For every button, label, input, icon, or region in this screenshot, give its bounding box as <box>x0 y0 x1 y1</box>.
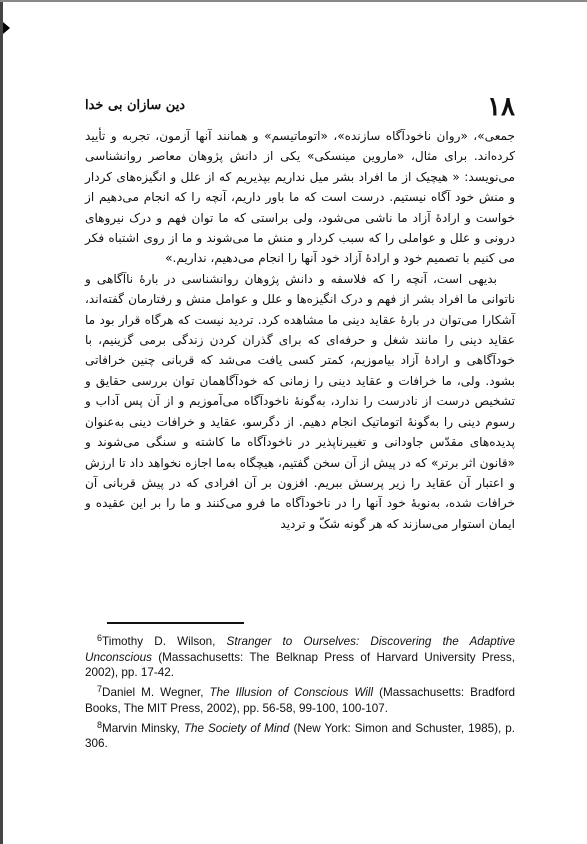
footnotes <box>85 631 515 753</box>
footnote-number: 6 <box>97 633 103 643</box>
footnote-author: Marvin Minsky, <box>102 721 184 735</box>
page-top-edge <box>0 0 587 2</box>
paragraph-2: بدیهی است، آنچه را که فلاسفه و دانش پژوهان روانشناسی در بارهٔ ناآگاهی و ناتوانی ما افراد بشر از فهم و درک انگیزه‌ها و علل و عوامل منش و رفتارمان گفته‌اند، آشکارا می‌توان در بارهٔ عقاید دینی ما مشاهده کرد. تردید نیست که هرگاه قرار بود ما عقاید دینی را مانند شغل و حرفه‌ای که برای گذران کردن زندگی برمی گزینیم، با خودآگاهی و ارادهٔ آزاد بیاموزیم، کمتر کسی یافت می‌شد که قربانی چنین خرافاتی بشود. ولی، ما خرافات و عقاید دینی را زمانی که خودآگاهمان توان بررسی حقایق و تشخیص درست از نادرست را ندارد، به‌گونهٔ ناخودآگاه می‌آموزیم و از آن پس آداب و رسوم دینی را به‌گونهٔ اتوماتیک انجام دهیم. از دگرسو، عقاید و خرافات دینی به‌عنوان پدیده‌های مقدّس جاودانی و تغییرناپذیر در ناخودآگاه ما کاشته و سنگی می‌شوند و «قانون اثر برتر» که در پیش از آن سخن گفتیم، هیچگاه به‌ما اجازه نخواهد داد تا ارزش و اعتبار آن عقاید را زیر پرسش ببریم. افزون بر آن افرادی که در پیش قربانی آن خرافات شده، به‌نوبهٔ خود آنها را در ناخودآگاه ما فرو می‌کنند و ما را بر این عقیده و ایمان استوار می‌سازند که هر گونه شکّ و تردید <box>85 271 515 531</box>
footnote-details: (New York: Simon and Schuster, 1985), p. 306. <box>85 721 516 751</box>
page-left-edge <box>0 0 3 844</box>
running-title: دین سازان بی خدا <box>85 98 186 113</box>
footnote-details: (Massachusetts: The Belknap Press of Harvard University Press, 2002), pp. 17-42. <box>85 650 515 680</box>
footnote-divider <box>107 622 244 624</box>
page-number: ۱۸ <box>487 92 515 122</box>
footnote-number: 8 <box>97 719 103 730</box>
footnote-6 <box>85 631 515 681</box>
footnote-title: The Illusion of Conscious Will <box>209 686 374 700</box>
footnote-author: Daniel M. Wegner, <box>102 686 210 700</box>
footnote-title: Stranger to Ourselves: Discovering the Adaptive Unconscious <box>85 635 515 664</box>
corner-marker-icon <box>3 22 10 34</box>
body-text <box>85 126 515 534</box>
footnote-number: 7 <box>97 684 103 695</box>
footnote-8 <box>85 718 515 752</box>
page-header <box>85 92 515 126</box>
footnote-title: The Society of Mind <box>183 721 290 735</box>
paragraph-1: جمعی»، «روان ناخودآگاه سازنده»، «اتوماتیسم» و همانند آنها آزمون، تجربه و تأیید کرده‌اند. برای مثال، «ماروین مینسکی» یکی از دانش پژوهان معاصر روانشناسی می‌نویسد: « هیچیک از ما افراد بشر میل نداریم بپذیریم که از علل و انگیزه‌های کردار و منش خود آگاه نیستیم. درست است که ما باور داریم، آنچه را که انجام می‌دهیم از خواست و ارادهٔ آزاد ما ناشی می‌شود، ولی براستی که ما توان فهم و درک نیروهای درونی و علل و عواملی را که سبب کردار و منش ما می‌شوند و ما از روی اشتباه فکر می کنیم با تصمیم خود و ارادهٔ آزاد خود آنها را انجام می‌دهیم، نداریم.» <box>85 129 515 266</box>
footnote-details: (Massachusetts: Bradford Books, The MIT Press, 2002), pp. 56-58, 99-100, 100-107. <box>85 686 515 715</box>
footnote-author: Timothy D. Wilson, <box>102 635 227 648</box>
footnote-7 <box>85 682 515 716</box>
